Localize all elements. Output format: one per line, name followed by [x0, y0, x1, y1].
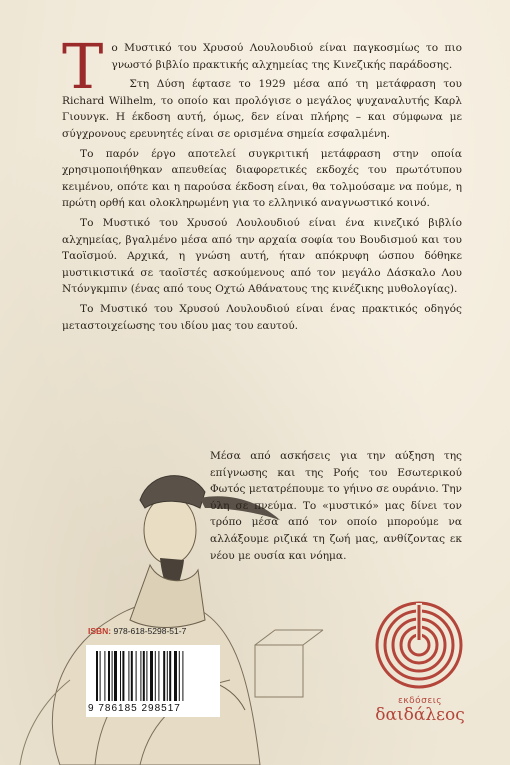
barcode-bar [122, 651, 124, 701]
drop-cap: Τ [62, 30, 104, 103]
barcode-bar [146, 651, 147, 701]
paragraph-5b-container [210, 448, 462, 564]
barcode-bar [108, 651, 110, 701]
intro-paragraph: Το Μυστικό του Χρυσού Λουλουδιού είναι παγκοσμίως το πιο γνωστό βιβλίο πρακτικής αλχημείας της Κινεζικής παράδοσης. [62, 30, 462, 103]
barcode-bar [100, 651, 101, 701]
paragraph-4: Το Μυστικό του Χρυσού Λουλουδιού είναι ένα κινεζικό βιβλίο αλχημείας, βγαλμένο μέσα από την αρχαία σοφία του Βουδισμού και του Ταοϊσμού. Αρχικά, η γνώση αυτή, ήταν απόκρυφη ώσπου δόθηκε μυστικιστικά σε ταοϊστές ασκούμενους από τον μεγάλο Δάσκαλο Λου Ντόνγκμπιν (ένας από τους Οχτώ Αθάνατους της κινέζικης μυθολογίας). [62, 216, 462, 296]
barcode-bar [112, 651, 113, 701]
barcode-bar [143, 651, 145, 701]
barcode-bar [163, 651, 165, 701]
paragraph-3: Το παρόν έργο αποτελεί συγκριτική μετάφραση στην οποία χρησιμοποιήθηκαν απευθείας διαφορετικές εκδοχές του πρωτότυπου κειμένου, οπότε και η παρούσα έκδοση είναι, θα τολμούσαμε να πούμε, η πρώτη ορθή και ολοκληρωμένη για το ελληνικό αναγνωστικό κοινό. [62, 147, 462, 210]
paragraph-2: Στη Δύση έφτασε το 1929 μέσα από τη μετάφραση του Richard Wilhelm, το οποίο και προλόγισε ο μεγάλος ψυχαναλυτής Καρλ Γιουνγκ. Η έκδοση αυτή, όμως, δεν είναι πλήρης – και σύμφωνα με σύγχρονους ερευνητές είναι σε ορισμένα σημεία εσφαλμένη. [62, 78, 462, 140]
barcode-bar [179, 651, 180, 701]
paragraph-5b: Μέσα από ασκήσεις για την αύξηση της επίγνωσης και της Ροής του Εσωτερικού Φωτός μετατρέπουμε το γήινο σε ουράνιο. Την ύλη σε πνεύμα. Το «μυστικό» μας δίνει τον τρόπο μέσα από τον οποίο μπορούμε να αλλάξουμε ριζικά τη ζωή μας, ανθίζοντας εκ νέου με ουσία και νόημα. [210, 450, 462, 562]
barcode-bar [136, 651, 137, 701]
cover-text [62, 30, 462, 337]
isbn-line: ISBN: 978-618-5298-51-7 [88, 626, 187, 636]
publisher-name: εκδόσεις δαιδάλεος [375, 696, 465, 725]
barcode [86, 645, 220, 717]
barcode-bar [128, 651, 129, 701]
barcode-digits: 9 786185 298517 [88, 703, 181, 714]
barcode-bar [155, 651, 156, 701]
barcode-bar [96, 651, 98, 701]
paragraph-5a: Το Μυστικό του Χρυσού Λουλουδιού είναι ένας πρακτικός οδηγός μεταστοιχείωσης του ιδίου μας του εαυτού. [62, 302, 462, 332]
barcode-bar [131, 651, 133, 701]
barcode-bar [158, 651, 159, 701]
barcode-bar [182, 651, 183, 701]
barcode-bar [104, 651, 105, 701]
barcode-bar [167, 651, 168, 701]
barcode-bar [174, 651, 177, 701]
labyrinth-logo-icon [374, 600, 464, 690]
barcode-bars [96, 651, 210, 701]
barcode-bar [169, 651, 171, 701]
barcode-bar [140, 651, 141, 701]
barcode-bar [114, 651, 117, 701]
barcode-bar [150, 651, 153, 701]
barcode-bar [120, 651, 121, 701]
